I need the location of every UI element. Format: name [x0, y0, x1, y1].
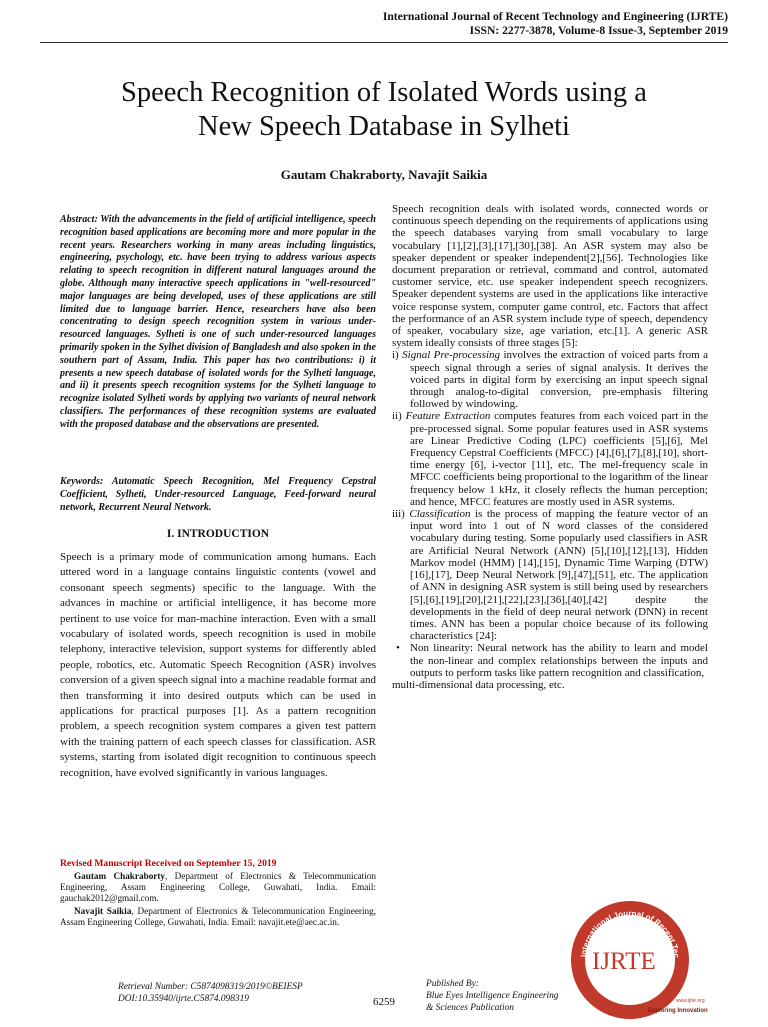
journal-issn: ISSN: 2277-3878, Volume-8 Issue-3, September 2019 [469, 24, 728, 37]
list-item-title: Signal Pre-processing [402, 349, 501, 362]
intro-paragraph: Speech is a primary mode of communication among humans. Each uttered word in a language contains linguistic contents (vowel and consonant speech segments) specific to the language. With the advances in machine or artificial intelligence, it has become more pertinent to use voice for man-machine interaction. Even with a small vocabulary of isolated words, speech recognition is used in mobile telephony, interactive television, support systems for differently abled people, robotics, etc. Automatic Speech Recognition (ASR) involves conversion of a given speech signal into a machine readable format and then transforming it into desired outputs which can be used in applications for practical purposes [1]. As a pattern recognition problem, a speech recognition system compares a given test pattern with the training pattern of each speech classes for classification. ASR systems, starting from isolated digit recognition to continuous speech recognition, have evolved significantly in various languages. [60, 551, 376, 779]
abstract-label: Abstract [60, 214, 95, 225]
list-item-title: Classification [409, 508, 471, 521]
abstract-text: : With the advancements in the field of artificial intelligence, speech recognition based applications are becoming more and more popular in the recent years. Researchers working in many areas including linguistics, engineering, psychology, etc. have been trying to address various aspects relating to speech recognition in different natural languages around the globe. Although many interactive speech applications in "well-resourced" major languages are being developed, uses of these applications are still limited due to language barrier. Hence, researchers have also been concentrating to design speech recognition system in various under-resourced languages. Sylheti is one of such under-resourced languages primarily spoken in the Sylhet division of Bangladesh and also spoken in the southern part of Assam, India. This paper has two contributions: i) it presents a new speech database of isolated words for the Sylheti language, and ii) it presents speech recognition systems for the Sylheti language to recognize isolated Sylheti words by applying two variants of neural network classifiers. The performances of these recognition systems are evaluated with the proposed database and the observations are presented. [60, 214, 376, 430]
publisher-line-1: Blue Eyes Intelligence Engineering [426, 991, 559, 1001]
keywords [60, 476, 376, 514]
page-number: 6259 [373, 996, 395, 1008]
ijrte-logo-icon [566, 898, 720, 1022]
ijrte-logo [566, 898, 720, 1022]
list-item-text: is the process of mapping the feature vector of an input word into 1 out of N word classes of the considered vocabulary during testing. Some popularly used classifiers in ASR are Artificial Neural Network (ANN) [5],[10],[12],[13], Hidden Markov model (HMM) [14],[15], Dynamic Time Warping (DTW) [16],[17], Deep Neural Network [9],[47],[51], etc. The application of ANN in designing ASR system is still being used by researchers [5],[6],[19],[20],[21],[22],[23],[36],[40],[42] despite the developments in the field of deep neural network (DNN) in recent times. ANN has been a popular choice because of its following characteristics [24]: [410, 508, 709, 643]
footer-right [426, 978, 559, 1014]
keywords-text: : Automatic Speech Recognition, Mel Frequency Cepstral Coefficient, Sylheti, Under-resourced Language, Feed-forward neural network, Recurrent Neural Network. [60, 476, 376, 513]
list-item: iii) Classification is the process of mapping the feature vector of an input word into 1 out of N word classes of the considered vocabulary during testing. Some popularly used classifiers in ASR are Artificial Neural Network (ANN) [5],[10],[12],[13], Hidden Markov model (HMM) [14],[15], Dynamic Time Warping (DTW) [16],[17], Deep Neural Network [9],[47],[51], etc. The application of ANN in designing ASR system is still being used by researchers [5],[6],[19],[20],[21],[22],[23],[36],[40],[42] despite the developments in the field of deep neural network (DNN) in recent times. ANN has been a popular choice because of its following characteristics [24]: [392, 508, 709, 643]
right-paragraph: Speech recognition deals with isolated words, connected words or continuous speech depending on the requirements of applications using the speech databases varying from small vocabulary to large vocabulary [1],[2],[3],[17],[30],[38]. An ASR system may also be speaker dependent or speaker independent[2],[56]. Technologies like document preparation or retrieval, command and control, automated customer service, etc. use speaker independent speech recognizers. Speaker dependent systems are used in the applications like interactive voice response system, computer game control, etc. Factors that affect the performance of an ASR system include type of speech, dependency of speaker, vocabulary size, age variation, etc.[1]. A generic ASR system ideally consists of three stages [5]: [392, 203, 708, 350]
publisher-line-2: & Sciences Publication [426, 1003, 514, 1013]
list-item: i) Signal Pre-processing involves the extraction of voiced parts from a speech signal through a series of signal analysis. It derives the voiced parts in digital form by exercising an input speech signal through analog-to-digital conversion, pre-emphasis filtering followed by windowing. [392, 349, 709, 411]
revised-note: Revised Manuscript Received on September 15, 2019 [60, 858, 277, 869]
doi: DOI:10.35940/ijrte.C5874.098319 [118, 994, 249, 1004]
section-heading: I. INTRODUCTION [166, 528, 270, 540]
author-list: Gautam Chakraborty, Navajit Saikia [280, 167, 488, 182]
affiliation-2: Navajit Saikia, Department of Electronics & Telecommunication Engineering, Assam Engineering College, Guwahati, India. Email: navajit.ete@aec.ac.in. [60, 906, 376, 927]
logo-acronym: IJRTE [592, 948, 656, 975]
svg-text:Exploring Innovation: Exploring Innovation [648, 1008, 708, 1014]
list-item-text: computes features from each voiced part in the pre-processed signal. Some popular features used in ASR systems are Linear Predictive Coding (LPC) coefficients [5],[6], Mel Frequency Cepstral Coefficients (MFCC) [4],[6],[7],[8],[10], short-time energy [6], i-vector [11], etc. The mel-frequency scale in MFCC coefficients being proportional to the logarithm of the linear frequency below 1 kHz, it closely reflects the human perception; and hence, MFCC features are mostly used in ASR systems. [410, 410, 708, 508]
paper-title [60, 76, 708, 144]
bullet-item [392, 642, 708, 679]
list-item-text: involves the extraction of voiced parts from a speech signal through a series of signal analysis. It derives the voiced parts in digital form by exercising an input speech signal through analog-to-digital conversion, pre-emphasis filtering followed by windowing. [410, 349, 709, 411]
published-by: Published By: [426, 979, 479, 989]
svg-text:International Journal of Recen: International Journal of Recent Tec [579, 908, 681, 959]
keywords-label: Keywords [60, 476, 100, 487]
author-affiliations [60, 871, 376, 930]
bullet-icon: • [396, 642, 400, 655]
bullet-text: Non linearity: Neural network has the ability to learn and model the non-linear and complex relationships between the inputs and outputs to perform tasks like pattern recognition and classification, [410, 642, 708, 679]
journal-header [383, 10, 728, 38]
header-divider [40, 42, 728, 43]
right-tail-text: multi-dimensional data processing, etc. [392, 678, 565, 691]
abstract [60, 214, 376, 432]
retrieval-number: Retrieval Number: C5874098319/2019©BEIESP [118, 982, 303, 992]
title-line-2: New Speech Database in Sylheti [198, 111, 570, 142]
list-item-title: Feature Extraction [405, 410, 491, 423]
journal-name: International Journal of Recent Technology and Engineering (IJRTE) [382, 10, 728, 23]
footer-left [118, 981, 303, 1005]
right-column [392, 203, 708, 691]
title-line-1: Speech Recognition of Isolated Words using a [121, 77, 647, 108]
list-item: ii) Feature Extraction computes features from each voiced part in the pre-processed signal. Some popular features used in ASR systems are Linear Predictive Coding (LPC) coefficients [5],[6], Mel Frequency Cepstral Coefficients (MFCC) [4],[6],[7],[8],[10], short-time energy [6], i-vector [11], etc. The mel-frequency scale in MFCC coefficients being proportional to the logarithm of the linear frequency below 1 kHz, it closely reflects the human perception; and hence, MFCC features are mostly used in ASR systems. [392, 410, 708, 508]
svg-text:www.ijrte.org: www.ijrte.org [676, 998, 705, 1004]
affiliation-1: Gautam Chakraborty, Department of Electronics & Telecommunication Engineering, Assam Engineering College, Guwahati, India. Email: gauchak2012@gmail.com. [60, 871, 376, 903]
